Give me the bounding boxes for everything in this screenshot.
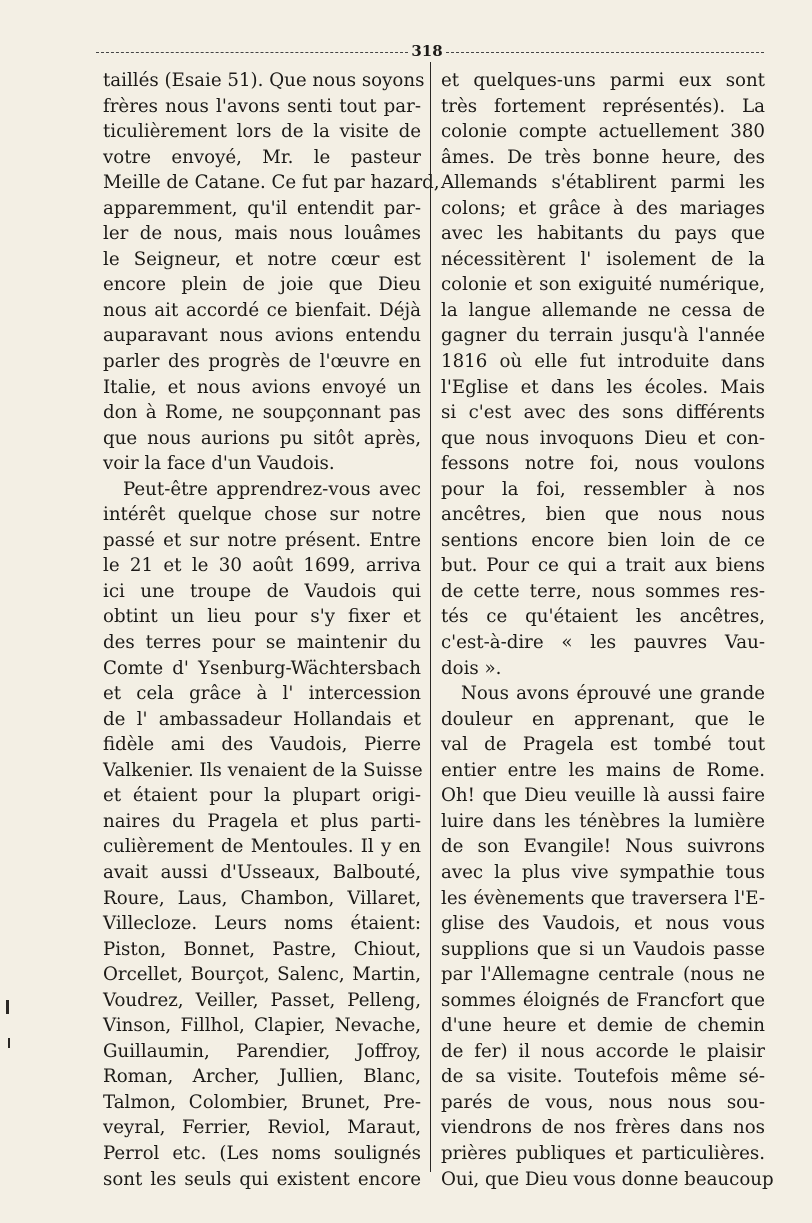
text-line: de sa visite. Toutefois même sé- bbox=[441, 1066, 765, 1088]
text-line: but. Pour ce qui a trait aux biens bbox=[441, 555, 765, 577]
text-line: parés de vous, nous nous sou- bbox=[441, 1091, 765, 1113]
text-line: viendrons de nos frères dans nos bbox=[441, 1117, 765, 1139]
text-line: et quelques-uns parmi eux sont bbox=[441, 70, 765, 91]
text-line: Guillaumin, Parendier, Joffroy, bbox=[103, 1040, 421, 1062]
text-line: avait aussi d'Usseaux, Balbouté, bbox=[103, 861, 421, 883]
text-line: passé et sur notre présent. Entre bbox=[103, 529, 421, 551]
text-line: et étaient pour la plupart origi- bbox=[103, 785, 421, 807]
text-line: veyral, Ferrier, Reviol, Maraut, bbox=[103, 1117, 421, 1139]
header-rule-left bbox=[96, 52, 408, 53]
text-line: Roman, Archer, Jullien, Blanc, bbox=[103, 1066, 421, 1088]
text-line: Oh! que Dieu veuille là aussi faire bbox=[441, 785, 765, 807]
text-line: la langue allemande ne cessa de bbox=[441, 299, 765, 321]
text-line: Oui, que Dieu vous donne beaucoup bbox=[441, 1168, 774, 1190]
text-line: Talmon, Colombier, Brunet, Pre- bbox=[103, 1091, 421, 1113]
text-line: apparemment, qu'il entendit par- bbox=[103, 197, 421, 219]
text-line: naires du Pragela et plus parti- bbox=[103, 810, 421, 832]
text-line: par l'Allemagne centrale (nous ne bbox=[441, 964, 765, 986]
text-line: Meille de Catane. Ce fut par hazard, bbox=[103, 172, 440, 194]
left-column bbox=[103, 68, 440, 1192]
text-line: ancêtres, bien que nous nous bbox=[441, 504, 765, 526]
text-line: de son Evangile! Nous suivrons bbox=[441, 836, 765, 858]
text-line: tés ce qu'étaient les ancêtres, bbox=[441, 606, 765, 628]
text-line: c'est-à-dire « les pauvres Vau- bbox=[441, 632, 765, 654]
text-line: Allemands s'établirent parmi les bbox=[441, 172, 765, 194]
text-line: de cette terre, nous sommes res- bbox=[441, 580, 765, 602]
text-line: d'une heure et demie de chemin bbox=[441, 1015, 765, 1037]
text-line: glise des Vaudois, et nous vous bbox=[441, 913, 765, 935]
text-line: Vinson, Fillhol, Clapier, Nevache, bbox=[103, 1015, 421, 1037]
text-line: dois ». bbox=[441, 657, 502, 679]
text-line: avec la plus vive sympathie tous bbox=[441, 861, 765, 883]
text-line: fidèle ami des Vaudois, Pierre bbox=[103, 734, 421, 756]
text-line: Voudrez, Veiller, Passet, Pelleng, bbox=[103, 989, 421, 1011]
text-line: très fortement représentés). La bbox=[441, 95, 765, 117]
text-line: douleur en apprenant, que le bbox=[441, 708, 765, 730]
text-line: auparavant nous avions entendu bbox=[103, 325, 421, 347]
text-line: ler de nous, mais nous louâmes bbox=[103, 223, 421, 245]
text-line: si c'est avec des sons différents bbox=[441, 402, 765, 424]
text-line: votre envoyé, Mr. le pasteur bbox=[103, 146, 421, 168]
text-line: les évènements que traversera l'E- bbox=[441, 887, 765, 909]
text-line: Orcellet, Bourçot, Salenc, Martin, bbox=[103, 964, 421, 986]
text-line: avec les habitants du pays que bbox=[441, 223, 765, 245]
right-column bbox=[441, 68, 774, 1192]
text-line: Villecloze. Leurs noms étaient: bbox=[103, 913, 421, 935]
text-line: intérêt quelque chose sur notre bbox=[103, 504, 421, 526]
column-divider bbox=[430, 62, 431, 1172]
text-line: fessons notre foi, nous voulons bbox=[441, 453, 765, 475]
text-line: pour la foi, ressembler à nos bbox=[441, 478, 765, 500]
page-number: 318 bbox=[411, 42, 443, 60]
text-line: prières publiques et particulières. bbox=[441, 1142, 765, 1164]
text-line: Piston, Bonnet, Pastre, Chiout, bbox=[103, 938, 421, 960]
text-line: parler des progrès de l'œuvre en bbox=[103, 351, 421, 373]
text-line: don à Rome, ne soupçonnant pas bbox=[103, 402, 421, 424]
page-header bbox=[96, 42, 764, 62]
text-line: luire dans les ténèbres la lumière bbox=[441, 810, 765, 832]
margin-mark bbox=[6, 1000, 9, 1014]
text-line: Italie, et nous avions envoyé un bbox=[103, 376, 421, 398]
text-line: l'Eglise et dans les écoles. Mais bbox=[441, 376, 765, 398]
text-line: frères nous l'avons senti tout par- bbox=[103, 95, 421, 117]
text-line: que nous aurions pu sitôt après, bbox=[103, 427, 421, 449]
text-line: nous ait accordé ce bienfait. Déjà bbox=[103, 299, 421, 321]
text-line: supplions que si un Vaudois passe bbox=[441, 938, 765, 960]
text-line: le Seigneur, et notre cœur est bbox=[103, 248, 421, 270]
text-line: âmes. De très bonne heure, des bbox=[441, 146, 765, 168]
text-line: entier entre les mains de Rome. bbox=[441, 759, 765, 781]
text-line: de l' ambassadeur Hollandais et bbox=[103, 708, 421, 730]
text-line: sentions encore bien loin de ce bbox=[441, 529, 765, 551]
text-line: val de Pragela est tombé tout bbox=[441, 734, 765, 756]
text-line: Roure, Laus, Chambon, Villaret, bbox=[103, 887, 421, 909]
text-line: colonie compte actuellement 380 bbox=[441, 121, 765, 143]
text-line: Nous avons éprouvé une grande bbox=[461, 683, 765, 705]
text-line: gagner du terrain jusqu'à l'année bbox=[441, 325, 765, 347]
text-line: ticulièrement lors de la visite de bbox=[103, 121, 421, 143]
text-line: Peut-être apprendrez-vous avec bbox=[123, 478, 421, 500]
text-line: sommes éloignés de Francfort que bbox=[441, 989, 765, 1011]
margin-mark bbox=[8, 1038, 10, 1048]
text-line: 1816 où elle fut introduite dans bbox=[441, 351, 765, 373]
text-line: culièrement de Mentoules. Il y en bbox=[103, 836, 421, 858]
text-line: ici une troupe de Vaudois qui bbox=[103, 580, 421, 602]
text-line: Comte d' Ysenburg-Wächtersbach bbox=[103, 657, 421, 679]
text-line: de fer) il nous accorde le plaisir bbox=[441, 1040, 765, 1062]
text-line: obtint un lieu pour s'y fixer et bbox=[103, 606, 421, 628]
header-rule-right bbox=[446, 52, 764, 53]
text-line: colonie et son exiguité numérique, bbox=[441, 274, 765, 296]
text-line: le 21 et le 30 août 1699, arriva bbox=[103, 555, 421, 577]
text-line: Perrol etc. (Les noms soulignés bbox=[103, 1142, 421, 1164]
text-line: sont les seuls qui existent encore bbox=[103, 1168, 421, 1190]
text-line: colons; et grâce à des mariages bbox=[441, 197, 765, 219]
text-line: nécessitèrent l' isolement de la bbox=[441, 248, 765, 270]
text-line: taillés (Esaie 51). Que nous soyons bbox=[103, 70, 425, 91]
text-line: encore plein de joie que Dieu bbox=[103, 274, 421, 296]
text-line: Valkenier. Ils venaient de la Suisse bbox=[103, 759, 423, 781]
text-line: que nous invoquons Dieu et con- bbox=[441, 427, 765, 449]
text-line: et cela grâce à l' intercession bbox=[103, 683, 421, 705]
text-line: voir la face d'un Vaudois. bbox=[103, 453, 335, 475]
text-line: des terres pour se maintenir du bbox=[103, 632, 421, 654]
